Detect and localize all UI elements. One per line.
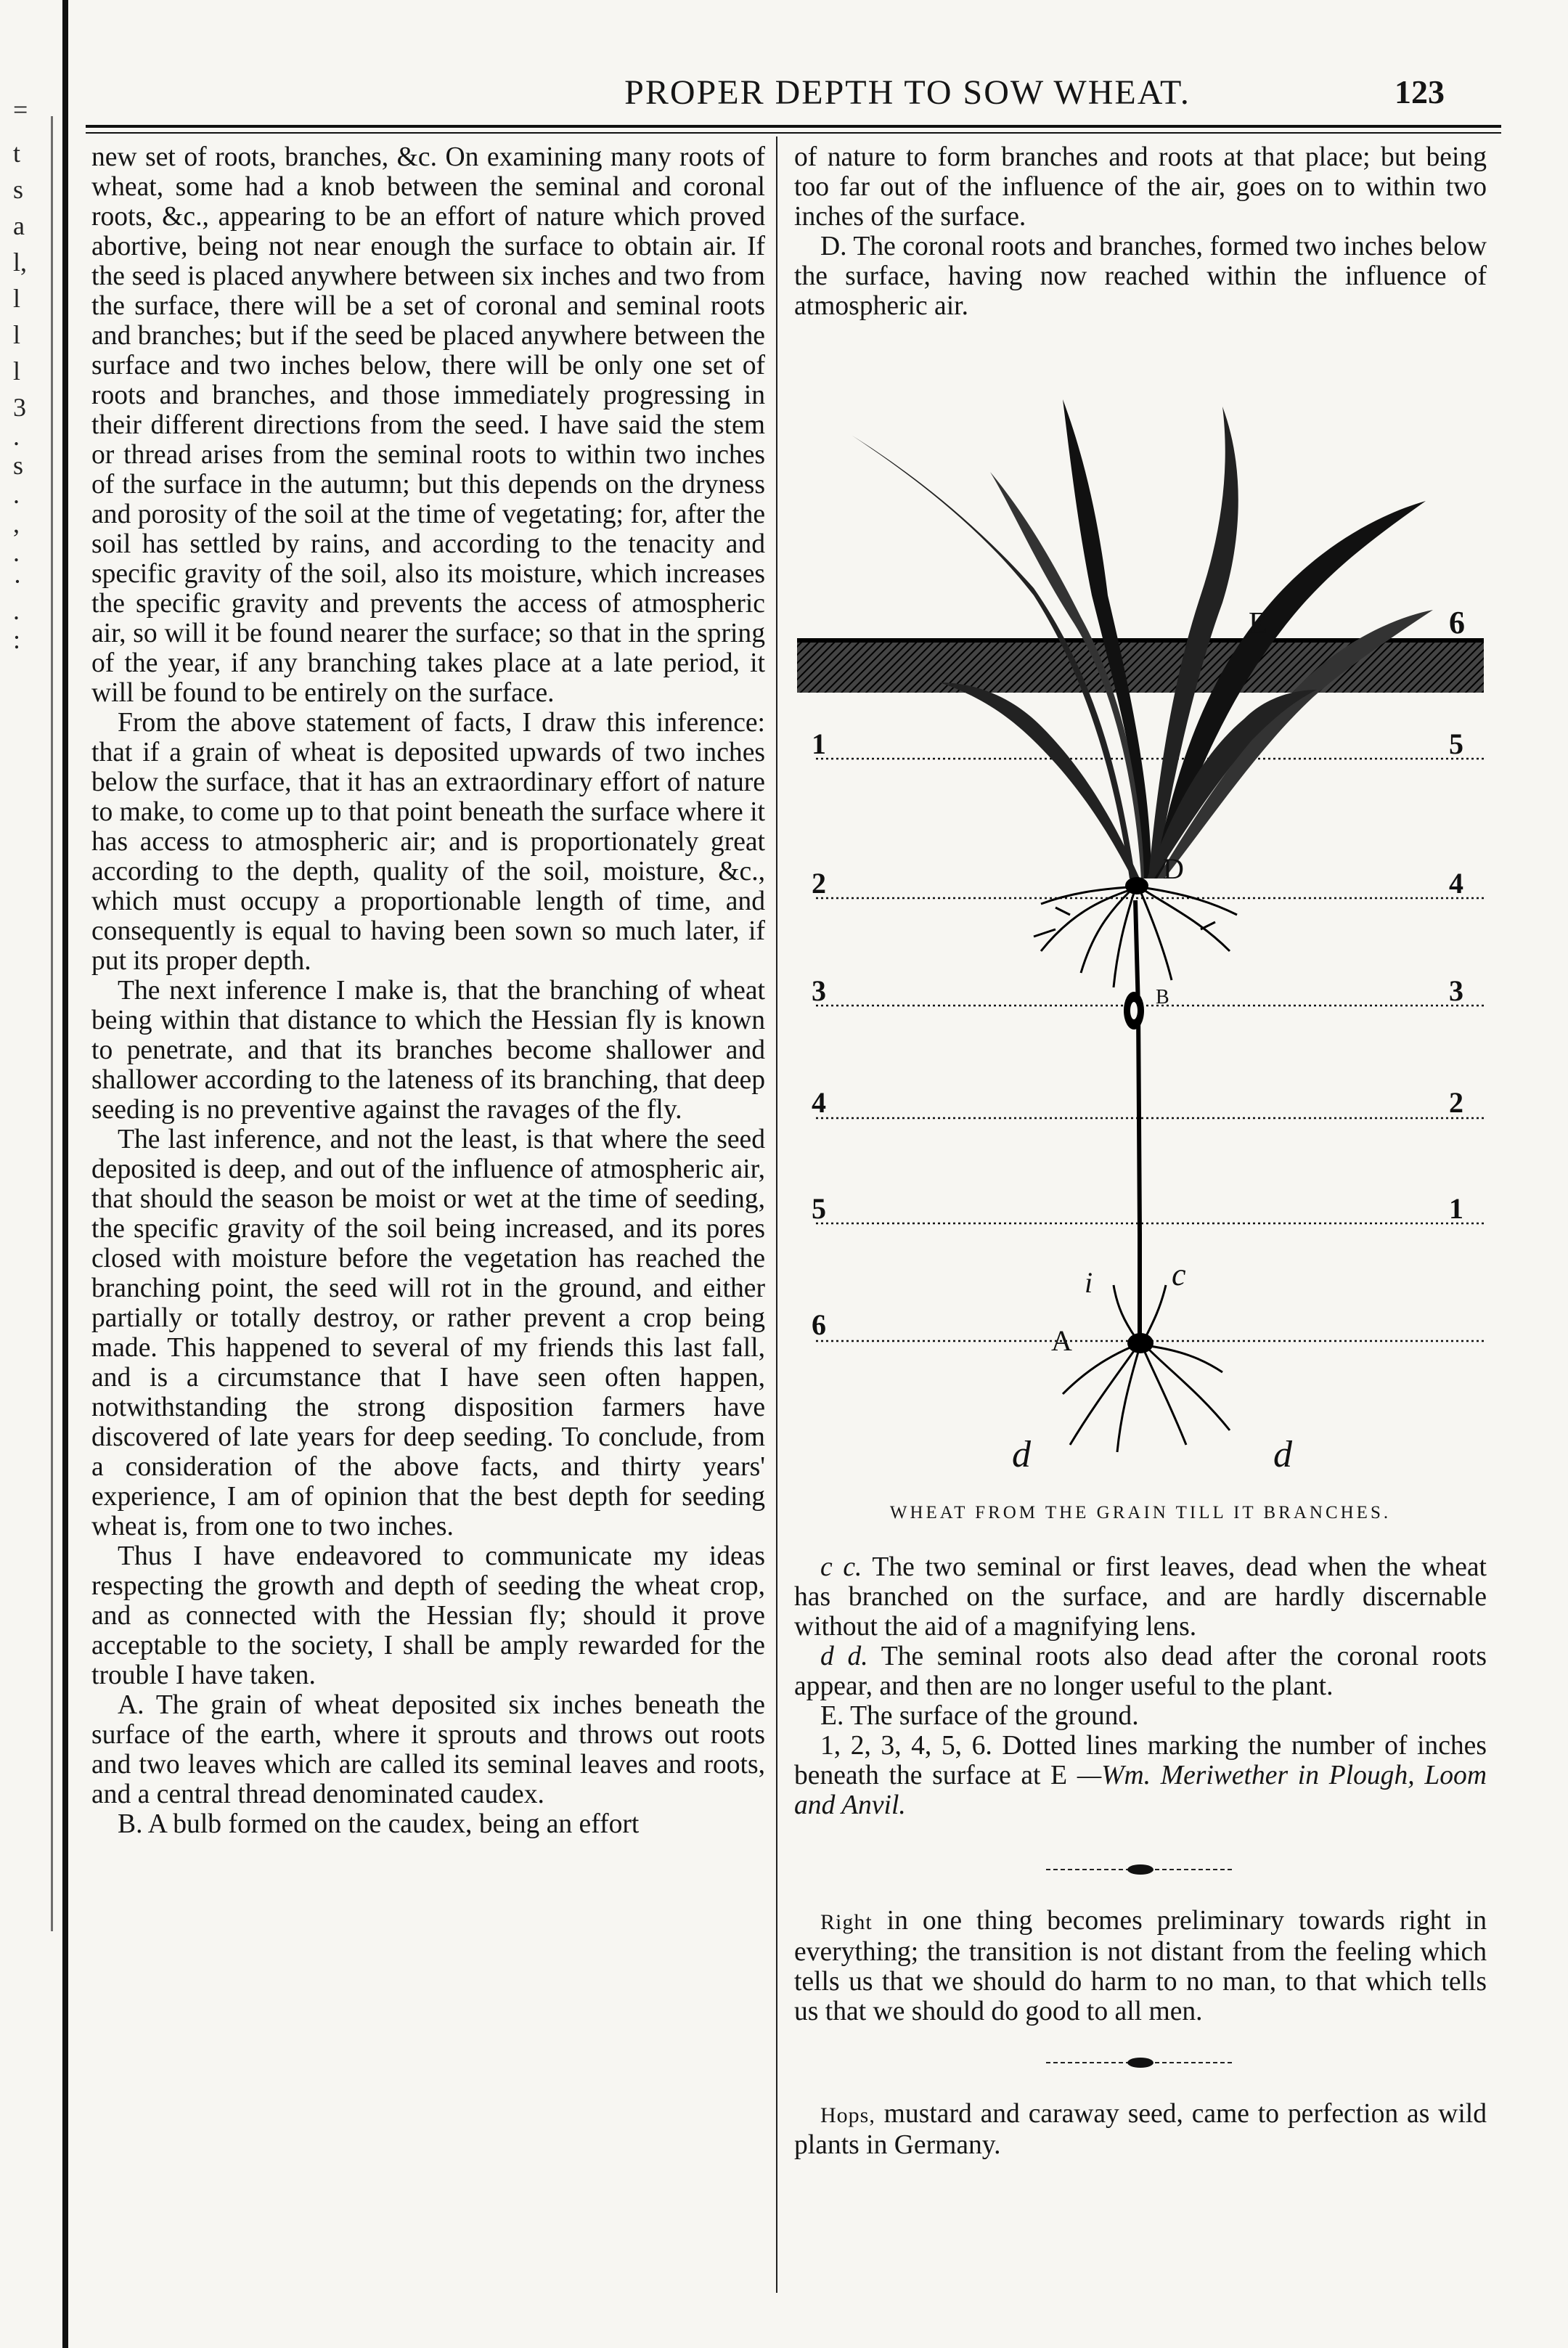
margin-char: t <box>13 139 21 168</box>
paragraph-right <box>794 1906 1487 2026</box>
page-header <box>508 67 1445 125</box>
binding-edge <box>62 0 68 2348</box>
left-num: 1 <box>812 727 826 760</box>
wheat-illustration <box>794 378 1487 1496</box>
attribution: —Wm. Meriwether in Plough, Loom and Anvil. <box>794 1761 1487 1820</box>
label-a: A <box>1051 1324 1072 1357</box>
left-column <box>91 142 765 1839</box>
legend-key: d d. <box>820 1642 868 1671</box>
running-head: PROPER DEPTH TO SOW WHEAT. <box>624 73 1191 112</box>
legend-e <box>794 1701 1487 1731</box>
paragraph-text: mustard and caraway seed, came to perfection as wild plants in Germany. <box>794 2099 1487 2160</box>
right-column-bottom <box>794 1552 1487 2160</box>
legend-key: E. <box>820 1701 844 1731</box>
legend-c <box>794 1552 1487 1642</box>
paragraph: The last inference, and not the least, is that where the seed deposited is deep, and out of the influence of atmospheric air, that should the season be moist or wet at the time of seeding, the specific gravity of the soil being increased, and its pores closed with moisture before the vegetation has reached the branching point, the seed will rot in the ground, and either partially or totally destroy, or rather prevent a crop being made. This happened to several of my friends this last fall, and is a circumstance that I have seen often happen, notwithstanding the strong disposition farmers have discovered of late years for deep seeding. To conclude, from a consideration of the above facts, and thirty years' experience, I am of opinion that the best depth for seeding wheat is, from one to two inches. <box>91 1125 765 1541</box>
caudex-thread <box>1135 900 1140 1340</box>
margin-char: l, <box>13 248 28 277</box>
right-num: 4 <box>1449 867 1463 900</box>
right-num: 2 <box>1449 1086 1463 1119</box>
margin-char: . <box>13 596 20 625</box>
legend-d <box>794 1642 1487 1701</box>
label-b: B <box>1156 986 1169 1008</box>
header-rule-thin <box>86 132 1501 134</box>
smallcap-word: Right <box>820 1910 873 1934</box>
paragraph: B. A bulb formed on the caudex, being an effort <box>118 1809 640 1839</box>
paragraph: Thus I have endeavored to communicate my ideas respecting the growth and depth of seeding the wheat crop, and as connected with the Hessian fly; should it prove acceptable to the society, I shall be amply rewarded for the trouble I have taken. <box>91 1541 765 1690</box>
paragraph: D. The coronal roots and branches, formed two inches below the surface, having now reached within the influence of atmospheric air. <box>794 232 1487 321</box>
paragraph-hops <box>794 2099 1487 2160</box>
legend-text: The surface of the ground. <box>850 1701 1139 1731</box>
binding-shadow <box>51 116 53 1931</box>
margin-char: l <box>13 320 21 349</box>
label-e: E <box>1249 607 1267 640</box>
paragraph: of nature to form branches and roots at that place; but being too far out of the influence of the air, goes on to within two inches of the surface. <box>794 142 1487 232</box>
margin-char: s <box>13 175 24 204</box>
left-num: 6 <box>812 1308 826 1341</box>
margin-char: · <box>13 567 22 596</box>
margin-char: l <box>13 284 21 313</box>
column-divider <box>776 136 777 2293</box>
margin-char: a <box>13 211 25 240</box>
paragraph: The next inference I make is, that the branching of wheat being within that distance to which the Hessian fly is known to penetrate, and that its branches become shallower and shallower according to the lateness of its branching, that deep seeding is no preventive against the ravages of the fly. <box>91 976 765 1125</box>
legend-text: The seminal roots also dead after the coronal roots appear, and then are no longer useful to the plant. <box>794 1642 1487 1701</box>
right-num: 5 <box>1449 727 1463 760</box>
leaf <box>939 682 1140 879</box>
figure-caption: WHEAT FROM THE GRAIN TILL IT BRANCHES. <box>889 1503 1392 1522</box>
margin-char: l <box>13 356 21 386</box>
right-num: 1 <box>1449 1192 1463 1225</box>
right-num: 3 <box>1449 974 1463 1007</box>
left-num: 4 <box>812 1086 826 1119</box>
legend-key: c c. <box>820 1552 862 1582</box>
margin-char: . <box>13 480 20 509</box>
left-num: 5 <box>812 1192 826 1225</box>
legend-numbers <box>794 1731 1487 1820</box>
margin-char: s <box>13 451 24 480</box>
paragraph-text: in one thing becomes preliminary towards right in everything; the transition is not distant from the feeling which tells us that we should do harm to no man, to that which tells us that we should do good to all men. <box>794 1906 1487 2026</box>
right-column-top <box>794 142 1487 321</box>
legend-text: The two seminal or first leaves, dead when the wheat has branched on the surface, and are hardly discernable without the aid of a magnifying lens. <box>794 1552 1487 1642</box>
label-d: D <box>1163 852 1184 885</box>
left-num: 3 <box>812 974 826 1007</box>
margin-char: , <box>13 509 20 538</box>
paragraph: new set of roots, branches, &c. On examining many roots of wheat, some had a knob between the seminal and coronal roots, &c., appearing to be an effort of nature which proved abortive, being not near enough the surface to obtain air. If the seed is placed anywhere between six inches and two from the surface, there will be a set of coronal and seminal roots and branches; but if the seed be placed anywhere between the surface and two inches below, there will be only one set of roots and branches, and those immediately progressing in their different directions from the seed. I have said the stem or thread arises from the seminal roots to within two inches of the surface in the autumn; but this depends on the dryness and porosity of the soil at the time of vegetating; for, after the soil has settled by rains, and according to the tenacity and specific gravity of the soil, also its moisture, which increases the specific gravity and prevents the access of atmospheric air, so will it be found nearer the surface; so that in the spring of the year, if any branching takes place at a late period, it will be found to be entirely on the surface. <box>91 142 765 708</box>
ground-surface <box>797 640 1484 693</box>
label-c: c <box>1172 1257 1186 1292</box>
smallcap-word: Hops, <box>820 2103 875 2127</box>
paragraph: A. The grain of wheat deposited six inches beneath the surface of the earth, where it sprouts and throws out roots and two leaves which are called its seminal leaves and roots, and a central thread denominated caudex. <box>91 1690 765 1809</box>
paragraph: From the above statement of facts, I draw this inference: that if a grain of wheat is deposited upwards of two inches below the surface, that it has an extraordinary effort of nature to make, to come up to that point beneath the surface where it has access to atmospheric air; and is proportionately great according to the depth, quality of the soil, moisture, &c., which must occupy a proportionable length of time, and consequently is equal to having been sown so much later, if put its proper depth. <box>91 708 765 976</box>
left-num: 2 <box>812 867 826 900</box>
legend-key: 1, 2, 3, 4, 5, 6. <box>820 1731 992 1761</box>
margin-char: . <box>13 422 20 451</box>
margin-char: 3 <box>13 393 26 422</box>
seminal-roots <box>1063 1285 1230 1452</box>
legend-text: Dotted lines marking the number of inches beneath the surface at E <box>794 1731 1487 1790</box>
label-i: i <box>1085 1266 1093 1299</box>
page-number: 123 <box>1395 73 1445 110</box>
margin-char: = <box>13 95 28 124</box>
ornament-divider <box>1046 1862 1235 1877</box>
label-d-left: d <box>1012 1434 1031 1475</box>
page-binding <box>0 0 70 2348</box>
ornament-divider <box>1046 2055 1235 2070</box>
label-d-right: d <box>1273 1434 1292 1475</box>
header-rule <box>86 125 1501 128</box>
right-num: 6 <box>1449 605 1465 640</box>
margin-char: : <box>13 625 21 654</box>
margin-char: . <box>13 538 20 567</box>
